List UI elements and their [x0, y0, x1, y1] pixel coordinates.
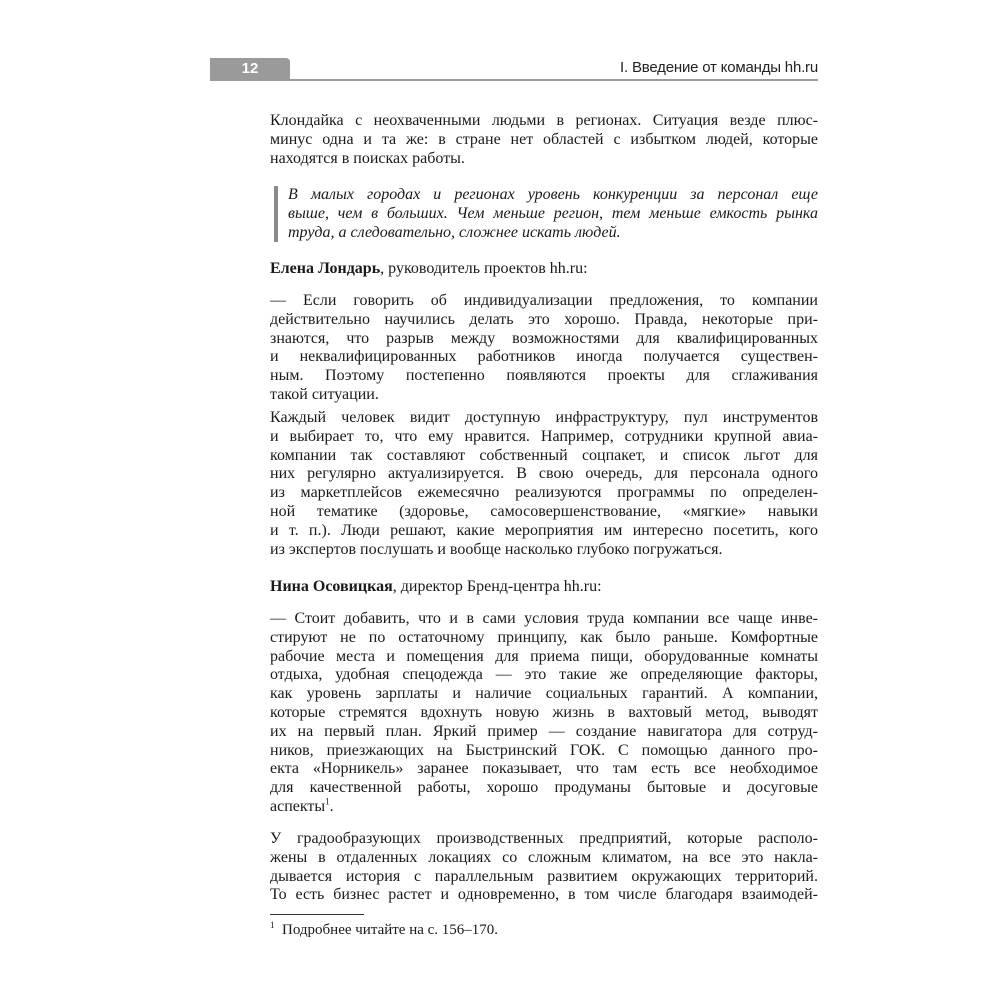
footnote-ref[interactable]: 1 — [325, 796, 330, 807]
text-line: В малых городах и регионах уровень конкуренции за персонал еще — [288, 186, 818, 203]
text-line: выше, чем в больших. Чем меньше регион, тем меньше емкость рынка — [288, 204, 818, 222]
text-line: отдыха, удобная спецодежда — это такие же определяющие факторы, — [270, 666, 818, 684]
running-header: I. Введение от команды hh.ru — [620, 59, 818, 76]
text-line: труда, а следовательно, сложнее искать людей. — [288, 223, 621, 241]
text-line: стируют не по остаточному принципу, как было раньше. Комфортные — [270, 628, 818, 646]
text-line: Каждый человек видит доступную инфраструктуру, пул инструментов — [270, 409, 818, 426]
text-fragment: . — [329, 797, 334, 815]
text-line: ников, приезжающих на Быстринский ГОК. С помощью данного про- — [270, 741, 818, 759]
text-line: и выбирает то, что ему нравится. Например, сотрудники крупной авиа- — [270, 427, 818, 445]
speaker-role: , директор Бренд-центра hh.ru: — [392, 578, 602, 595]
speaker-2 — [270, 578, 818, 597]
text-line: такой ситуации. — [270, 385, 379, 403]
text-line: — Если говорить об индивидуализации предложения, то компании — [270, 292, 818, 309]
paragraph-1 — [270, 112, 818, 168]
text-line: них регулярно актуализируется. В свою очередь, для персонала одного — [270, 465, 818, 483]
speaker-name: Елена Лондарь — [270, 260, 381, 277]
text-line: У градообразующих производственных предприятий, которые располо- — [270, 830, 818, 847]
text-line: жены в отдаленных локациях со сложным климатом, на все это накла- — [270, 848, 818, 866]
speaker-1 — [270, 260, 818, 279]
quote-bar — [274, 186, 278, 242]
speaker-name: Нина Осовицкая — [270, 578, 393, 595]
text-line: действительно научились делать это хорошо. Правда, некоторые при- — [270, 310, 818, 328]
footnote-mark: 1 — [270, 920, 275, 930]
footnote-text: Подробнее читайте на с. 156–170. — [282, 922, 499, 938]
text-line: екта «Норникель» заранее показывает, что там есть все необходимое — [270, 760, 818, 778]
text-line: и т. п.). Люди решают, какие мероприятия им интересно посетить, кого — [270, 521, 818, 539]
pull-quote — [288, 186, 818, 242]
text-line: дывается история с параллельным развитием окружающих территорий. — [270, 867, 818, 885]
page-number: 12 — [210, 58, 290, 79]
header-rule — [210, 79, 818, 81]
text-line: рабочие места и помещения для приема пищи, оборудованные комнаты — [270, 647, 818, 665]
text-line: и неквалифицированных работников иногда получается существен- — [270, 348, 818, 366]
paragraph-2 — [270, 292, 818, 405]
footnote — [270, 921, 498, 939]
text-line: которые стремятся вдохнуть новую жизнь в вахтовый метод, выводят — [270, 703, 818, 721]
text-line: из экспертов послушать и вообще насколько глубоко погружаться. — [270, 540, 723, 558]
text-line: Клондайка с неохваченными людьми в регионах. Ситуация везде плюс- — [270, 112, 818, 129]
text-line: находятся в поисках работы. — [270, 149, 465, 167]
text-line: минус одна и та же: в стране нет областей с избытком людей, которые — [270, 130, 818, 148]
text-line: как уровень зарплаты и наличие социальных гарантий. А компании, — [270, 685, 818, 703]
text-line: ной тематике (здоровье, самосовершенствование, «мягкие» навыки — [270, 502, 818, 520]
speaker-role: , руководитель проектов hh.ru: — [380, 260, 588, 277]
text-line: для качественной работы, хорошо продуманы бытовые и досуговые — [270, 779, 818, 797]
paragraph-4 — [270, 610, 818, 817]
text-line: их на первый план. Яркий пример — создание навигатора для сотруд- — [270, 722, 818, 740]
text-line: компании так составляют собственный соцпакет, и список льгот для — [270, 446, 818, 464]
footnote-rule — [270, 914, 364, 915]
text-line: ным. Поэтому постепенно появляются проекты для сглаживания — [270, 367, 818, 385]
text-line: из маркетплейсов ежемесячно реализуются программы по определен- — [270, 484, 818, 502]
text-line: знаются, что разрыв между возможностями для квалифицированных — [270, 329, 818, 347]
text-fragment: аспекты — [270, 797, 326, 815]
text-line: — Стоит добавить, что и в сами условия труда компании все чаще инве- — [270, 610, 818, 627]
text-line: То есть бизнес растет и одновременно, в том числе благодаря взаимодей- — [270, 886, 818, 904]
paragraph-5 — [270, 830, 818, 905]
paragraph-3 — [270, 409, 818, 559]
